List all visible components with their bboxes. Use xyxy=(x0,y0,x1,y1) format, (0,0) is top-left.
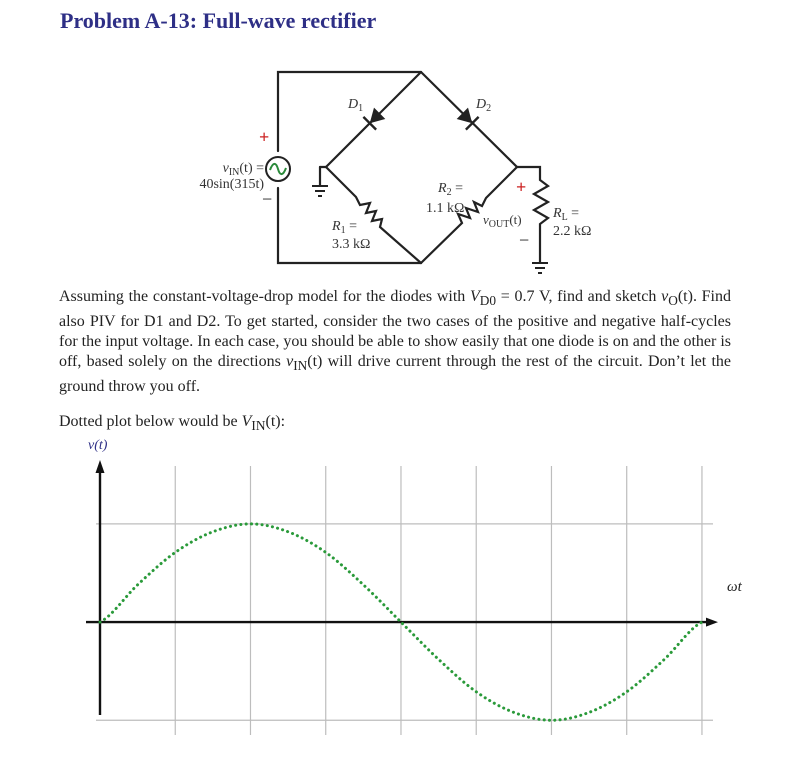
x-axis-arrow xyxy=(706,618,718,627)
rl-label: $R_L$ = xyxy=(553,206,580,223)
y-axis-arrow xyxy=(96,460,105,473)
plot-axes xyxy=(86,460,718,715)
r1-value: 3.3 kΩ xyxy=(332,237,371,252)
vout-minus: − xyxy=(519,230,530,250)
x-axis-label: ωt xyxy=(727,579,742,595)
vout-label: $v_{OUT}(t)$ xyxy=(483,212,522,230)
d2-label: $D_2$ xyxy=(476,97,492,114)
r1-label: $R_1$ = xyxy=(332,219,357,236)
r2-label: $R_2$ = xyxy=(438,181,463,198)
vout-plus: + xyxy=(516,177,527,197)
plot-grid xyxy=(96,466,713,735)
r2-value: 1.1 kΩ xyxy=(426,201,465,216)
y-axis-label: v(t) xyxy=(88,438,108,453)
source-minus: − xyxy=(262,189,273,209)
page-title: Problem A-13: Full-wave rectifier xyxy=(60,8,377,33)
source-plus: + xyxy=(259,127,270,147)
d1-label: $D_1$ xyxy=(348,97,364,114)
rl-value: 2.2 kΩ xyxy=(553,224,592,239)
plot-caption: Dotted plot below would be $V_{IN}(t)$: xyxy=(59,413,286,434)
source-value: 40sin(315t) xyxy=(199,177,264,192)
source-label: $v_{IN}(t)$ = xyxy=(222,161,264,178)
problem-statement: Assuming the constant-voltage-drop model for the diodes with $V_{D0} = 0.7$ V, find and sketch $v_O(t)$. Find also PIV for D1 and D2. To get started, consider the two cases of the positive and negative half-cycles for the input voltage. In each case, you should be able to show easily that one diode is on and the other is off, based solely on the directions $v_{IN}(t)$ will drive current through the rest of the circuit. Don’t let the ground throw you off. xyxy=(59,288,732,395)
